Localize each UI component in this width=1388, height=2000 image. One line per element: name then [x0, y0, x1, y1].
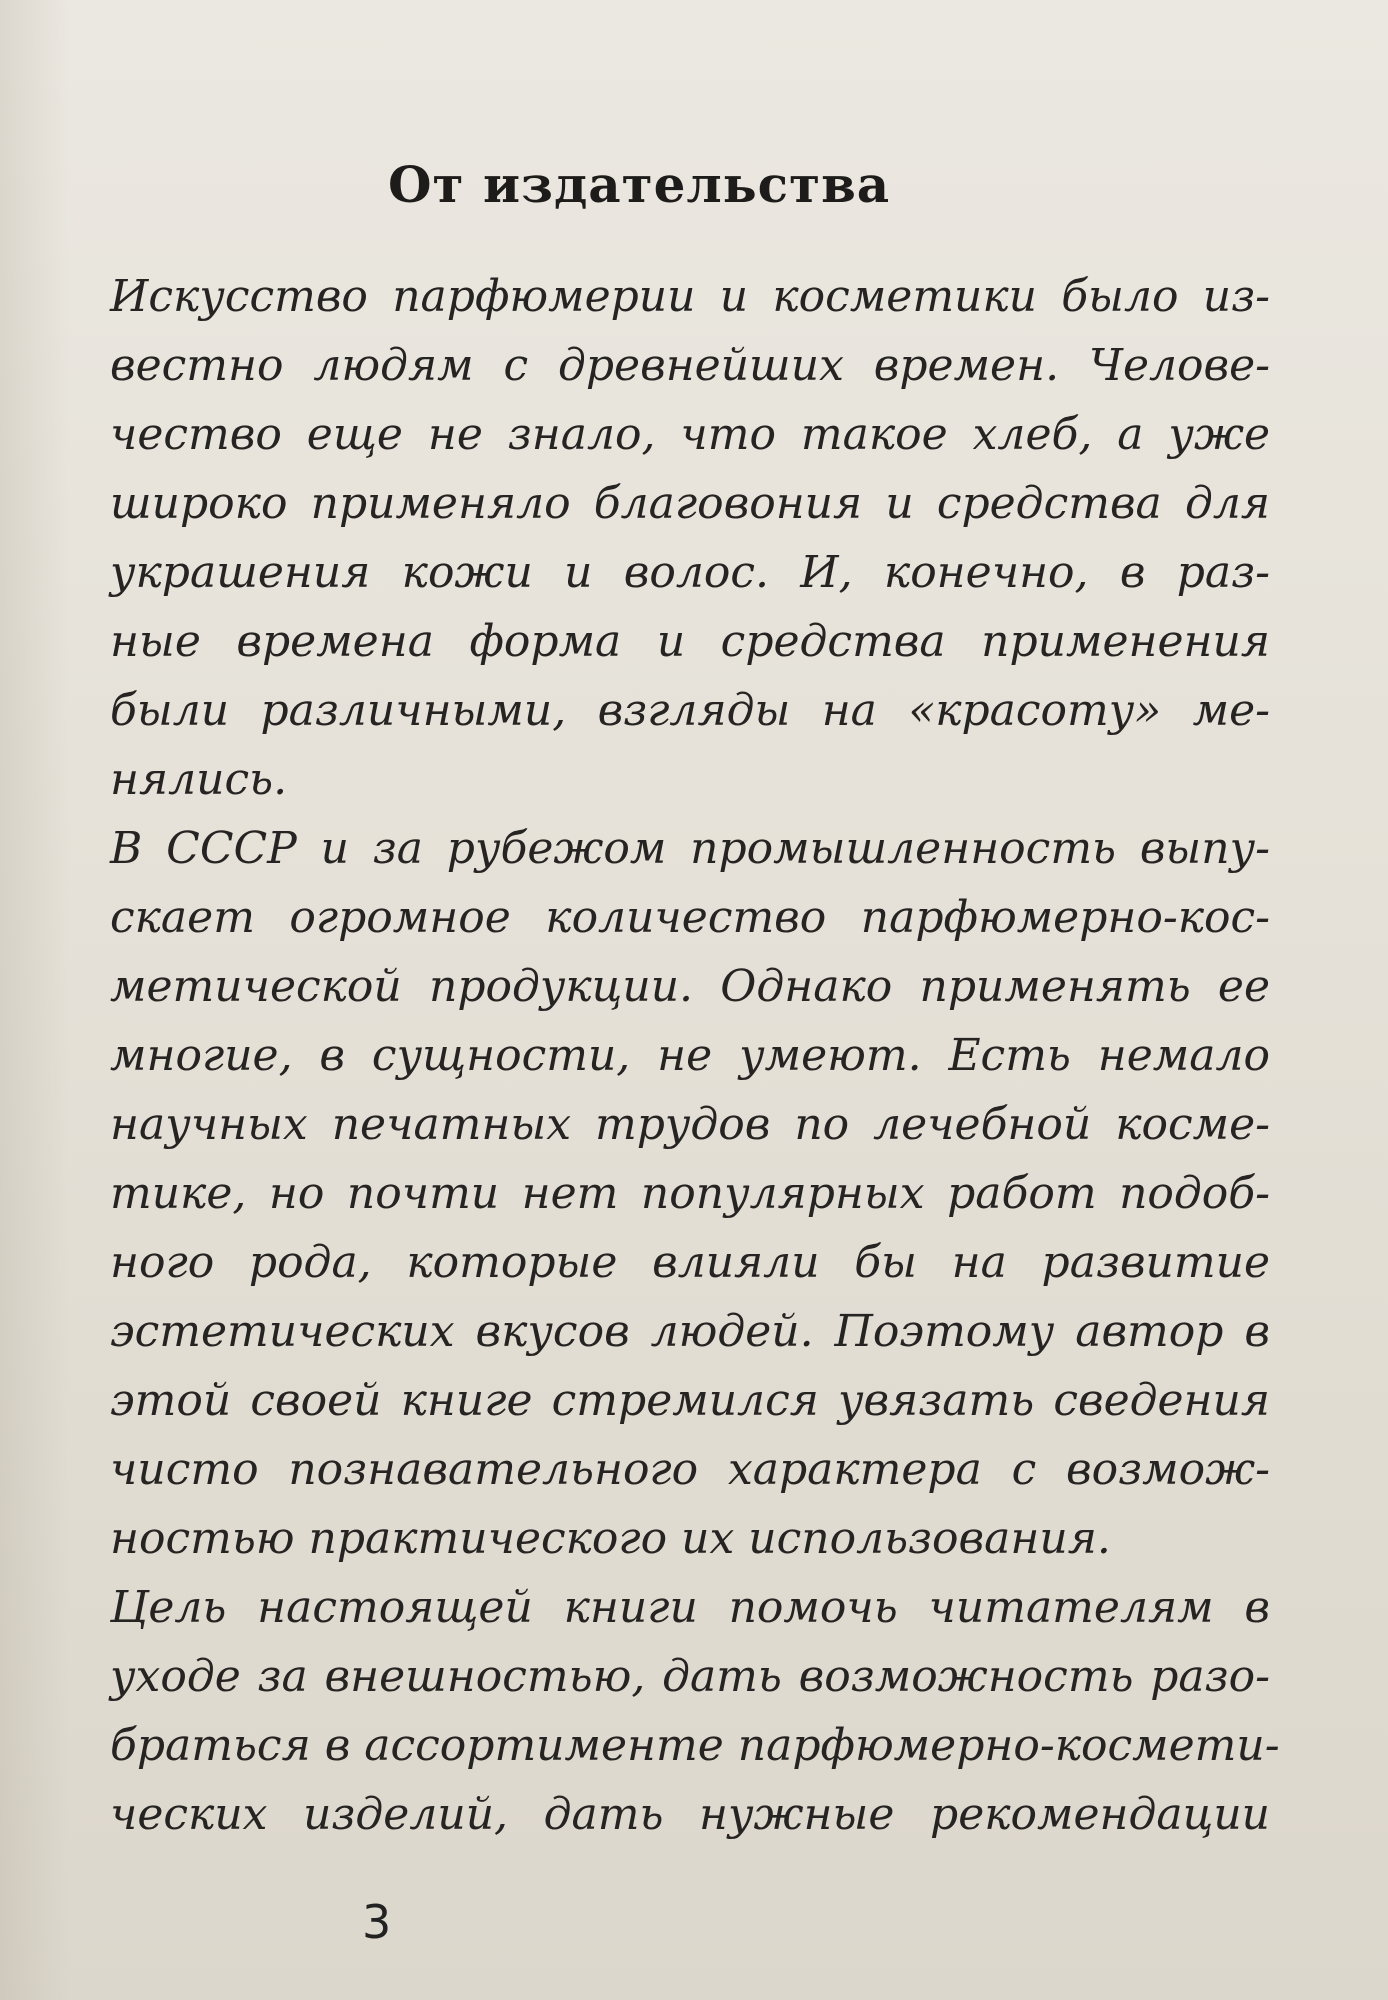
text-line: этой своей книге стремился увязать сведения [110, 1375, 1270, 1426]
page-edge-shadow [0, 0, 70, 2000]
page-title: От издательства [388, 155, 891, 214]
page-number: 3 [362, 1895, 392, 1949]
text-line: научных печатных трудов по лечебной косме- [110, 1099, 1270, 1150]
text-line: многие, в сущности, не умеют. Есть немало [110, 1030, 1270, 1081]
paragraph-2 [110, 814, 1270, 1573]
text-line: вестно людям с древнейших времен. Челове- [110, 340, 1270, 391]
text-line: метической продукции. Однако применять ее [110, 961, 1270, 1012]
text-line: уходе за внешностью, дать возможность разо- [110, 1651, 1270, 1702]
text-line: украшения кожи и волос. И, конечно, в раз- [110, 547, 1270, 598]
paragraph-3 [110, 1573, 1280, 1849]
text-line: ного рода, которые влияли бы на развитие [110, 1237, 1270, 1288]
text-line: были различными, взгляды на «красоту» ме- [110, 685, 1270, 736]
text-line: чисто познавательного характера с возмож- [110, 1444, 1270, 1495]
text-line: браться в ассортименте парфюмерно-космети- [110, 1720, 1280, 1771]
text-line: нялись. [110, 754, 288, 805]
text-line: широко применяло благовония и средства для [110, 478, 1270, 529]
text-line: эстетических вкусов людей. Поэтому автор в [110, 1306, 1270, 1357]
text-line: ностью практического их использования. [110, 1513, 1111, 1564]
text-line: Искусство парфюмерии и косметики было из- [110, 271, 1270, 322]
text-line: скает огромное количество парфюмерно-кос- [110, 892, 1270, 943]
text-line: ческих изделий, дать нужные рекомендации [110, 1789, 1270, 1840]
text-line: чество еще не знало, что такое хлеб, а уже [110, 409, 1270, 460]
body-text [110, 262, 1280, 1849]
text-line: ные времена форма и средства применения [110, 616, 1270, 667]
text-line: Цель настоящей книги помочь читателям в [110, 1582, 1270, 1633]
paragraph-1 [110, 262, 1270, 814]
text-line: В СССР и за рубежом промышленность выпу- [110, 823, 1270, 874]
text-line: тике, но почти нет популярных работ подоб- [110, 1168, 1270, 1219]
